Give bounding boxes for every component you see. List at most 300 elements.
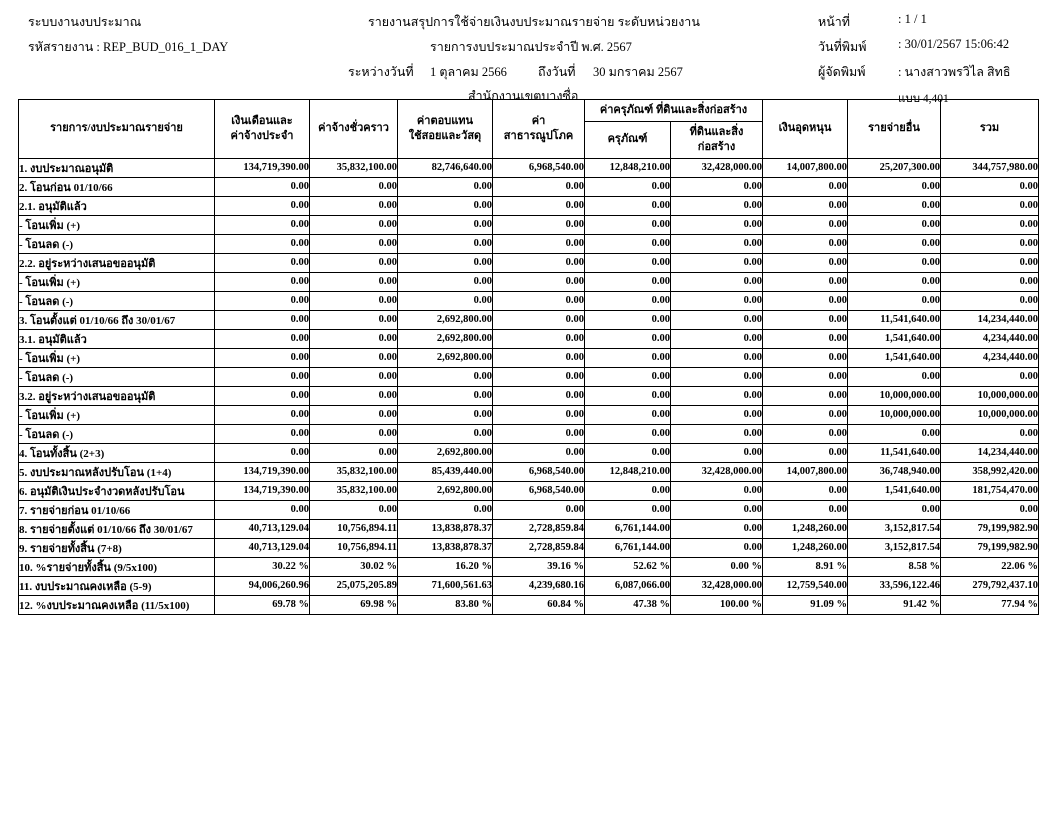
cell-value: 33,596,122.46 xyxy=(848,576,941,595)
cell-value: 4,234,440.00 xyxy=(941,329,1039,348)
cell-value: 30.02 % xyxy=(310,557,398,576)
cell-value: 14,007,800.00 xyxy=(763,462,848,481)
cell-value: 0.00 xyxy=(671,405,763,424)
print-date-label: วันที่พิมพ์ xyxy=(818,40,867,54)
cell-value: 0.00 xyxy=(398,424,493,443)
col-header-salary-line2: ค่าจ้างประจำ xyxy=(230,129,294,142)
system-name: ระบบงานงบประมาณ xyxy=(28,15,142,29)
row-label: 2.2. อยู่ระหว่างเสนอขออนุมัติ xyxy=(19,253,215,272)
cell-value: 0.00 xyxy=(310,424,398,443)
cell-value: 0.00 xyxy=(763,500,848,519)
table-header-row xyxy=(19,100,1039,122)
cell-value: 0.00 xyxy=(585,405,671,424)
cell-value: 77.94 % xyxy=(941,595,1039,614)
date-range-from-label: ระหว่างวันที่ xyxy=(348,65,414,79)
cell-value: 134,719,390.00 xyxy=(215,158,310,177)
cell-value: 39.16 % xyxy=(493,557,585,576)
col-header-compensation-line1: ค่าตอบแทน xyxy=(416,114,474,127)
row-label: 3. โอนตั้งแต่ 01/10/66 ถึง 30/01/67 xyxy=(19,310,215,329)
table-row xyxy=(19,424,1039,443)
cell-value: 40,713,129.04 xyxy=(215,519,310,538)
cell-value: 22.06 % xyxy=(941,557,1039,576)
table-row xyxy=(19,272,1039,291)
col-header-equipment-group: ค่าครุภัณฑ์ ที่ดินและสิ่งก่อสร้าง xyxy=(585,100,763,122)
table-row xyxy=(19,519,1039,538)
cell-value: 0.00 xyxy=(848,196,941,215)
table-row xyxy=(19,576,1039,595)
col-header-salary xyxy=(215,100,310,159)
col-header-temp-wage: ค่าจ้างชั่วคราว xyxy=(310,100,398,159)
cell-value: 10,756,894.11 xyxy=(310,519,398,538)
cell-value: 0.00 xyxy=(585,329,671,348)
cell-value: 12,759,540.00 xyxy=(763,576,848,595)
col-header-item: รายการ/งบประมาณรายจ่าย xyxy=(19,100,215,159)
cell-value: 181,754,470.00 xyxy=(941,481,1039,500)
cell-value: 0.00 xyxy=(215,443,310,462)
cell-value: 3,152,817.54 xyxy=(848,538,941,557)
page-value: : 1 / 1 xyxy=(898,12,927,26)
cell-value: 10,000,000.00 xyxy=(848,405,941,424)
cell-value: 25,207,300.00 xyxy=(848,158,941,177)
cell-value: 3,152,817.54 xyxy=(848,519,941,538)
table-row xyxy=(19,177,1039,196)
cell-value: 0.00 xyxy=(215,310,310,329)
cell-value: 0.00 xyxy=(585,367,671,386)
table-row xyxy=(19,557,1039,576)
cell-value: 0.00 xyxy=(310,386,398,405)
cell-value: 0.00 xyxy=(671,519,763,538)
cell-value: 0.00 xyxy=(763,443,848,462)
table-row xyxy=(19,348,1039,367)
cell-value: 0.00 xyxy=(493,424,585,443)
row-label: - โอนเพิ่ม (+) xyxy=(19,348,215,367)
cell-value: 0.00 xyxy=(585,500,671,519)
cell-value: 0.00 xyxy=(585,348,671,367)
cell-value: 0.00 xyxy=(493,405,585,424)
cell-value: 0.00 xyxy=(493,291,585,310)
cell-value: 0.00 xyxy=(493,177,585,196)
row-label: 11. งบประมาณคงเหลือ (5-9) xyxy=(19,576,215,595)
cell-value: 0.00 xyxy=(215,234,310,253)
cell-value: 0.00 xyxy=(585,443,671,462)
table-row xyxy=(19,367,1039,386)
cell-value: 100.00 % xyxy=(671,595,763,614)
cell-value: 0.00 xyxy=(941,500,1039,519)
cell-value: 0.00 xyxy=(398,500,493,519)
cell-value: 0.00 xyxy=(848,424,941,443)
cell-value: 0.00 xyxy=(763,272,848,291)
cell-value: 71,600,561.63 xyxy=(398,576,493,595)
cell-value: 0.00 xyxy=(763,367,848,386)
cell-value: 0.00 xyxy=(941,367,1039,386)
cell-value: 0.00 xyxy=(310,272,398,291)
table-row xyxy=(19,234,1039,253)
cell-value: 0.00 xyxy=(493,310,585,329)
table-row xyxy=(19,253,1039,272)
cell-value: 0.00 xyxy=(585,481,671,500)
cell-value: 0.00 xyxy=(493,215,585,234)
row-label: 10. %รายจ่ายทั้งสิ้น (9/5x100) xyxy=(19,557,215,576)
col-header-utilities-line2: สาธารณูปโภค xyxy=(503,129,574,142)
table-row xyxy=(19,462,1039,481)
cell-value: 0.00 xyxy=(398,367,493,386)
cell-value: 0.00 xyxy=(763,234,848,253)
cell-value: 0.00 xyxy=(941,253,1039,272)
cell-value: 0.00 xyxy=(310,177,398,196)
cell-value: 0.00 xyxy=(215,405,310,424)
cell-value: 32,428,000.00 xyxy=(671,576,763,595)
cell-value: 12,848,210.00 xyxy=(585,158,671,177)
cell-value: 0.00 xyxy=(215,177,310,196)
cell-value: 32,428,000.00 xyxy=(671,462,763,481)
cell-value: 0.00 xyxy=(310,310,398,329)
print-date-value: : 30/01/2567 15:06:42 xyxy=(898,37,1010,51)
cell-value: 6,761,144.00 xyxy=(585,538,671,557)
cell-value: 2,692,800.00 xyxy=(398,481,493,500)
cell-value: 10,756,894.11 xyxy=(310,538,398,557)
cell-value: 0.00 xyxy=(671,329,763,348)
cell-value: 0.00 xyxy=(671,538,763,557)
cell-value: 35,832,100.00 xyxy=(310,481,398,500)
cell-value: 14,234,440.00 xyxy=(941,443,1039,462)
cell-value: 0.00 xyxy=(671,500,763,519)
cell-value: 14,234,440.00 xyxy=(941,310,1039,329)
cell-value: 35,832,100.00 xyxy=(310,158,398,177)
cell-value: 0.00 xyxy=(941,291,1039,310)
col-header-compensation-line2: ใช้สอยและวัสดุ xyxy=(408,129,482,142)
cell-value: 0.00 xyxy=(763,253,848,272)
row-label: - โอนลด (-) xyxy=(19,234,215,253)
cell-value: 13,838,878.37 xyxy=(398,538,493,557)
cell-value: 0.00 xyxy=(848,253,941,272)
cell-value: 0.00 xyxy=(671,386,763,405)
cell-value: 0.00 xyxy=(585,310,671,329)
cell-value: 0.00 xyxy=(215,291,310,310)
cell-value: 0.00 xyxy=(763,177,848,196)
printed-by-label: ผู้จัดพิมพ์ xyxy=(818,65,866,79)
cell-value: 35,832,100.00 xyxy=(310,462,398,481)
cell-value: 69.98 % xyxy=(310,595,398,614)
cell-value: 0.00 xyxy=(763,405,848,424)
row-label: 3.1. อนุมัติแล้ว xyxy=(19,329,215,348)
cell-value: 0.00 xyxy=(398,215,493,234)
cell-value: 0.00 xyxy=(493,367,585,386)
cell-value: 0.00 xyxy=(215,196,310,215)
cell-value: 0.00 xyxy=(763,424,848,443)
date-range-to-label: ถึงวันที่ xyxy=(538,65,576,79)
cell-value: 1,541,640.00 xyxy=(848,348,941,367)
cell-value: 0.00 xyxy=(310,443,398,462)
cell-value: 36,748,940.00 xyxy=(848,462,941,481)
cell-value: 0.00 xyxy=(763,348,848,367)
cell-value: 0.00 xyxy=(941,215,1039,234)
cell-value: 30.22 % xyxy=(215,557,310,576)
cell-value: 0.00 xyxy=(671,424,763,443)
table-row xyxy=(19,443,1039,462)
cell-value: 0.00 xyxy=(310,348,398,367)
row-label: - โอนเพิ่ม (+) xyxy=(19,405,215,424)
row-label: - โอนเพิ่ม (+) xyxy=(19,272,215,291)
cell-value: 0.00 xyxy=(763,386,848,405)
page-label: หน้าที่ xyxy=(818,15,851,29)
cell-value: 0.00 xyxy=(493,443,585,462)
cell-value: 0.00 xyxy=(493,500,585,519)
row-label: 2. โอนก่อน 01/10/66 xyxy=(19,177,215,196)
cell-value: 0.00 xyxy=(493,196,585,215)
cell-value: 0.00 xyxy=(310,329,398,348)
cell-value: 0.00 xyxy=(671,177,763,196)
cell-value: 2,692,800.00 xyxy=(398,348,493,367)
cell-value: 0.00 xyxy=(585,177,671,196)
cell-value: 2,692,800.00 xyxy=(398,443,493,462)
cell-value: 0.00 xyxy=(941,177,1039,196)
cell-value: 83.80 % xyxy=(398,595,493,614)
report-subtitle: รายการงบประมาณประจำปี พ.ศ. 2567 xyxy=(430,40,632,54)
date-range-to-value: 30 มกราคม 2567 xyxy=(593,65,683,79)
cell-value: 134,719,390.00 xyxy=(215,462,310,481)
cell-value: 0.00 xyxy=(585,291,671,310)
cell-value: 0.00 xyxy=(493,329,585,348)
cell-value: 0.00 xyxy=(585,272,671,291)
cell-value: 25,075,205.89 xyxy=(310,576,398,595)
cell-value: 11,541,640.00 xyxy=(848,443,941,462)
cell-value: 0.00 xyxy=(310,367,398,386)
cell-value: 85,439,440.00 xyxy=(398,462,493,481)
table-row xyxy=(19,386,1039,405)
cell-value: 79,199,982.90 xyxy=(941,538,1039,557)
cell-value: 0.00 xyxy=(671,367,763,386)
cell-value: 94,006,260.96 xyxy=(215,576,310,595)
cell-value: 6,087,066.00 xyxy=(585,576,671,595)
cell-value: 0.00 xyxy=(493,386,585,405)
cell-value: 10,000,000.00 xyxy=(848,386,941,405)
cell-value: 0.00 xyxy=(310,253,398,272)
cell-value: 79,199,982.90 xyxy=(941,519,1039,538)
cell-value: 82,746,640.00 xyxy=(398,158,493,177)
cell-value: 0.00 xyxy=(671,196,763,215)
cell-value: 6,968,540.00 xyxy=(493,462,585,481)
cell-value: 0.00 xyxy=(763,329,848,348)
cell-value: 0.00 xyxy=(310,234,398,253)
cell-value: 0.00 xyxy=(398,196,493,215)
row-label: 8. รายจ่ายตั้งแต่ 01/10/66 ถึง 30/01/67 xyxy=(19,519,215,538)
cell-value: 60.84 % xyxy=(493,595,585,614)
cell-value: 16.20 % xyxy=(398,557,493,576)
cell-value: 0.00 xyxy=(493,272,585,291)
cell-value: 0.00 xyxy=(585,234,671,253)
col-header-utilities-line1: ค่า xyxy=(531,114,546,127)
col-header-total: รวม xyxy=(941,100,1039,159)
cell-value: 0.00 xyxy=(398,177,493,196)
cell-value: 0.00 xyxy=(398,386,493,405)
cell-value: 0.00 xyxy=(671,481,763,500)
cell-value: 47.38 % xyxy=(585,595,671,614)
cell-value: 32,428,000.00 xyxy=(671,158,763,177)
cell-value: 0.00 xyxy=(848,272,941,291)
cell-value: 1,541,640.00 xyxy=(848,481,941,500)
cell-value: 2,728,859.84 xyxy=(493,519,585,538)
cell-value: 91.09 % xyxy=(763,595,848,614)
form-number: แบบ 4,401 xyxy=(898,93,949,105)
table-row xyxy=(19,196,1039,215)
cell-value: 0.00 xyxy=(215,367,310,386)
row-label: - โอนลด (-) xyxy=(19,424,215,443)
table-row xyxy=(19,215,1039,234)
col-header-salary-line1: เงินเดือนและ xyxy=(231,114,293,127)
report-title: รายงานสรุปการใช้จ่ายเงินงบประมาณรายจ่าย ระดับหน่วยงาน xyxy=(368,15,700,29)
cell-value: 0.00 xyxy=(848,500,941,519)
col-header-utilities xyxy=(493,100,585,159)
cell-value: 0.00 xyxy=(941,424,1039,443)
cell-value: 10,000,000.00 xyxy=(941,405,1039,424)
row-label: 1. งบประมาณอนุมัติ xyxy=(19,158,215,177)
table-row xyxy=(19,329,1039,348)
cell-value: 6,968,540.00 xyxy=(493,158,585,177)
cell-value: 0.00 xyxy=(310,291,398,310)
cell-value: 2,692,800.00 xyxy=(398,310,493,329)
row-label: 9. รายจ่ายทั้งสิ้น (7+8) xyxy=(19,538,215,557)
cell-value: 1,248,260.00 xyxy=(763,538,848,557)
cell-value: 14,007,800.00 xyxy=(763,158,848,177)
cell-value: 52.62 % xyxy=(585,557,671,576)
cell-value: 0.00 xyxy=(310,405,398,424)
report-code: รหัสรายงาน : REP_BUD_016_1_DAY xyxy=(28,40,229,54)
cell-value: 69.78 % xyxy=(215,595,310,614)
cell-value: 4,234,440.00 xyxy=(941,348,1039,367)
cell-value: 0.00 xyxy=(493,253,585,272)
cell-value: 0.00 xyxy=(398,291,493,310)
row-label: 2.1. อนุมัติแล้ว xyxy=(19,196,215,215)
cell-value: 0.00 xyxy=(215,500,310,519)
cell-value: 6,968,540.00 xyxy=(493,481,585,500)
cell-value: 0.00 xyxy=(763,310,848,329)
cell-value: 0.00 xyxy=(671,291,763,310)
cell-value: 0.00 % xyxy=(671,557,763,576)
cell-value: 12,848,210.00 xyxy=(585,462,671,481)
col-header-other-expense: รายจ่ายอื่น xyxy=(848,100,941,159)
cell-value: 0.00 xyxy=(671,272,763,291)
row-label: 12. %งบประมาณคงเหลือ (11/5x100) xyxy=(19,595,215,614)
cell-value: 0.00 xyxy=(671,348,763,367)
office-name: สำนักงานเขตบางซื่อ xyxy=(468,89,579,103)
cell-value: 0.00 xyxy=(848,367,941,386)
row-label: 7. รายจ่ายก่อน 01/10/66 xyxy=(19,500,215,519)
cell-value: 8.58 % xyxy=(848,557,941,576)
cell-value: 0.00 xyxy=(941,272,1039,291)
cell-value: 0.00 xyxy=(671,253,763,272)
cell-value: 0.00 xyxy=(848,234,941,253)
col-header-equipment: ครุภัณฑ์ xyxy=(585,121,671,158)
cell-value: 91.42 % xyxy=(848,595,941,614)
cell-value: 0.00 xyxy=(215,424,310,443)
cell-value: 134,719,390.00 xyxy=(215,481,310,500)
row-label: 5. งบประมาณหลังปรับโอน (1+4) xyxy=(19,462,215,481)
cell-value: 0.00 xyxy=(671,310,763,329)
row-label: 3.2. อยู่ระหว่างเสนอขออนุมัติ xyxy=(19,386,215,405)
cell-value: 0.00 xyxy=(585,253,671,272)
report-header xyxy=(18,10,1038,105)
cell-value: 0.00 xyxy=(671,443,763,462)
cell-value: 0.00 xyxy=(493,348,585,367)
cell-value: 0.00 xyxy=(585,215,671,234)
cell-value: 0.00 xyxy=(215,386,310,405)
cell-value: 0.00 xyxy=(671,215,763,234)
cell-value: 6,761,144.00 xyxy=(585,519,671,538)
table-row xyxy=(19,538,1039,557)
cell-value: 358,992,420.00 xyxy=(941,462,1039,481)
cell-value: 10,000,000.00 xyxy=(941,386,1039,405)
cell-value: 0.00 xyxy=(215,329,310,348)
cell-value: 0.00 xyxy=(848,215,941,234)
cell-value: 0.00 xyxy=(585,424,671,443)
row-label: 4. โอนทั้งสิ้น (2+3) xyxy=(19,443,215,462)
col-header-subsidy: เงินอุดหนุน xyxy=(763,100,848,159)
table-row xyxy=(19,405,1039,424)
cell-value: 344,757,980.00 xyxy=(941,158,1039,177)
table-body xyxy=(19,158,1039,614)
cell-value: 2,692,800.00 xyxy=(398,329,493,348)
cell-value: 0.00 xyxy=(310,215,398,234)
cell-value: 8.91 % xyxy=(763,557,848,576)
col-header-compensation xyxy=(398,100,493,159)
cell-value: 1,248,260.00 xyxy=(763,519,848,538)
table-row xyxy=(19,291,1039,310)
cell-value: 0.00 xyxy=(310,500,398,519)
cell-value: 40,713,129.04 xyxy=(215,538,310,557)
cell-value: 0.00 xyxy=(493,234,585,253)
row-label: 6. อนุมัติเงินประจำงวดหลังปรับโอน xyxy=(19,481,215,500)
cell-value: 0.00 xyxy=(215,348,310,367)
cell-value: 0.00 xyxy=(398,234,493,253)
cell-value: 0.00 xyxy=(763,291,848,310)
cell-value: 0.00 xyxy=(763,196,848,215)
cell-value: 4,239,680.16 xyxy=(493,576,585,595)
cell-value: 0.00 xyxy=(763,481,848,500)
table-row xyxy=(19,500,1039,519)
col-header-land-building: ที่ดินและสิ่งก่อสร้าง xyxy=(671,121,763,158)
cell-value: 0.00 xyxy=(215,272,310,291)
cell-value: 279,792,437.10 xyxy=(941,576,1039,595)
cell-value: 0.00 xyxy=(215,215,310,234)
cell-value: 0.00 xyxy=(848,291,941,310)
cell-value: 0.00 xyxy=(585,386,671,405)
table-row xyxy=(19,595,1039,614)
row-label: - โอนลด (-) xyxy=(19,291,215,310)
row-label: - โอนเพิ่ม (+) xyxy=(19,215,215,234)
table-row xyxy=(19,158,1039,177)
cell-value: 0.00 xyxy=(763,215,848,234)
table-row xyxy=(19,481,1039,500)
cell-value: 1,541,640.00 xyxy=(848,329,941,348)
cell-value: 0.00 xyxy=(310,196,398,215)
cell-value: 0.00 xyxy=(671,234,763,253)
cell-value: 13,838,878.37 xyxy=(398,519,493,538)
cell-value: 0.00 xyxy=(398,253,493,272)
cell-value: 0.00 xyxy=(398,405,493,424)
cell-value: 0.00 xyxy=(941,234,1039,253)
cell-value: 0.00 xyxy=(848,177,941,196)
cell-value: 0.00 xyxy=(215,253,310,272)
budget-summary-table xyxy=(18,99,1039,615)
cell-value: 0.00 xyxy=(941,196,1039,215)
printed-by-value: : นางสาวพรวิไล สิทธิ xyxy=(898,65,1011,79)
cell-value: 0.00 xyxy=(585,196,671,215)
table-row xyxy=(19,310,1039,329)
cell-value: 2,728,859.84 xyxy=(493,538,585,557)
cell-value: 0.00 xyxy=(398,272,493,291)
date-range-from-value: 1 ตุลาคม 2566 xyxy=(430,65,507,79)
row-label: - โอนลด (-) xyxy=(19,367,215,386)
